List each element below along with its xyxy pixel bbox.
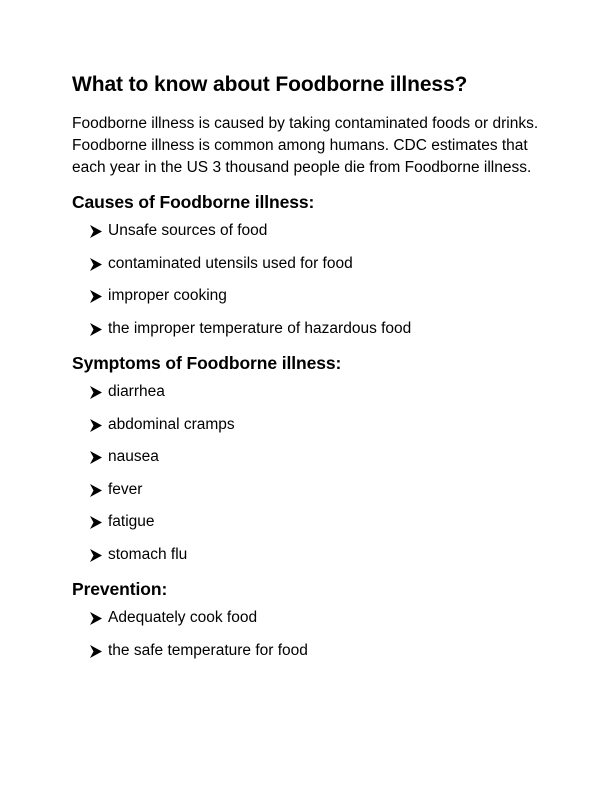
arrow-bullet-icon: [90, 451, 102, 464]
list-item: [72, 319, 542, 339]
list-item-text: improper cooking: [108, 287, 227, 304]
symptoms-list: [72, 382, 542, 565]
prevention-list: [72, 608, 542, 661]
page-title: What to know about Foodborne illness?: [72, 73, 468, 96]
list-item: [72, 415, 542, 435]
arrow-bullet-icon: [90, 225, 102, 238]
list-item-text: the improper temperature of hazardous food: [108, 319, 412, 337]
arrow-bullet-icon: [90, 290, 102, 303]
list-item-text: abdominal cramps: [108, 415, 235, 433]
arrow-bullet-icon: [90, 484, 102, 497]
list-item-text: Adequately cook food: [108, 609, 258, 626]
list-item-text: fatigue: [108, 513, 155, 530]
arrow-bullet-icon: [90, 549, 102, 562]
list-item: [72, 641, 542, 661]
section-heading-causes: Causes of Foodborne illness:: [72, 192, 315, 212]
list-item-text: nausea: [108, 448, 159, 465]
arrow-bullet-icon: [90, 612, 102, 625]
document-page: [72, 70, 542, 673]
arrow-bullet-icon: [90, 258, 102, 271]
list-item: [72, 447, 542, 467]
list-item-text: stomach flu: [108, 545, 188, 563]
causes-list: [72, 221, 542, 339]
list-item: [72, 254, 542, 274]
list-item: [72, 382, 542, 402]
list-item-text: the safe temperature for food: [108, 641, 308, 659]
section-heading-prevention: Prevention:: [72, 579, 168, 599]
arrow-bullet-icon: [90, 323, 102, 336]
section-heading-symptoms: Symptoms of Foodborne illness:: [72, 353, 342, 373]
list-item: [72, 221, 542, 241]
list-item: [72, 512, 542, 532]
intro-paragraph: Foodborne illness is caused by taking contaminated foods or drinks. Foodborne illness is common among humans. CDC estimates that each year in the US 3 thousand people die from Foodborne illness.: [72, 115, 539, 176]
arrow-bullet-icon: [90, 645, 102, 658]
list-item: [72, 286, 542, 306]
list-item: [72, 480, 542, 500]
arrow-bullet-icon: [90, 386, 102, 399]
list-item-text: contaminated utensils used for food: [108, 254, 353, 272]
arrow-bullet-icon: [90, 516, 102, 529]
list-item: [72, 608, 542, 628]
list-item: [72, 545, 542, 565]
arrow-bullet-icon: [90, 419, 102, 432]
list-item-text: fever: [108, 480, 143, 498]
list-item-text: diarrhea: [108, 383, 165, 400]
list-item-text: Unsafe sources of food: [108, 222, 268, 239]
